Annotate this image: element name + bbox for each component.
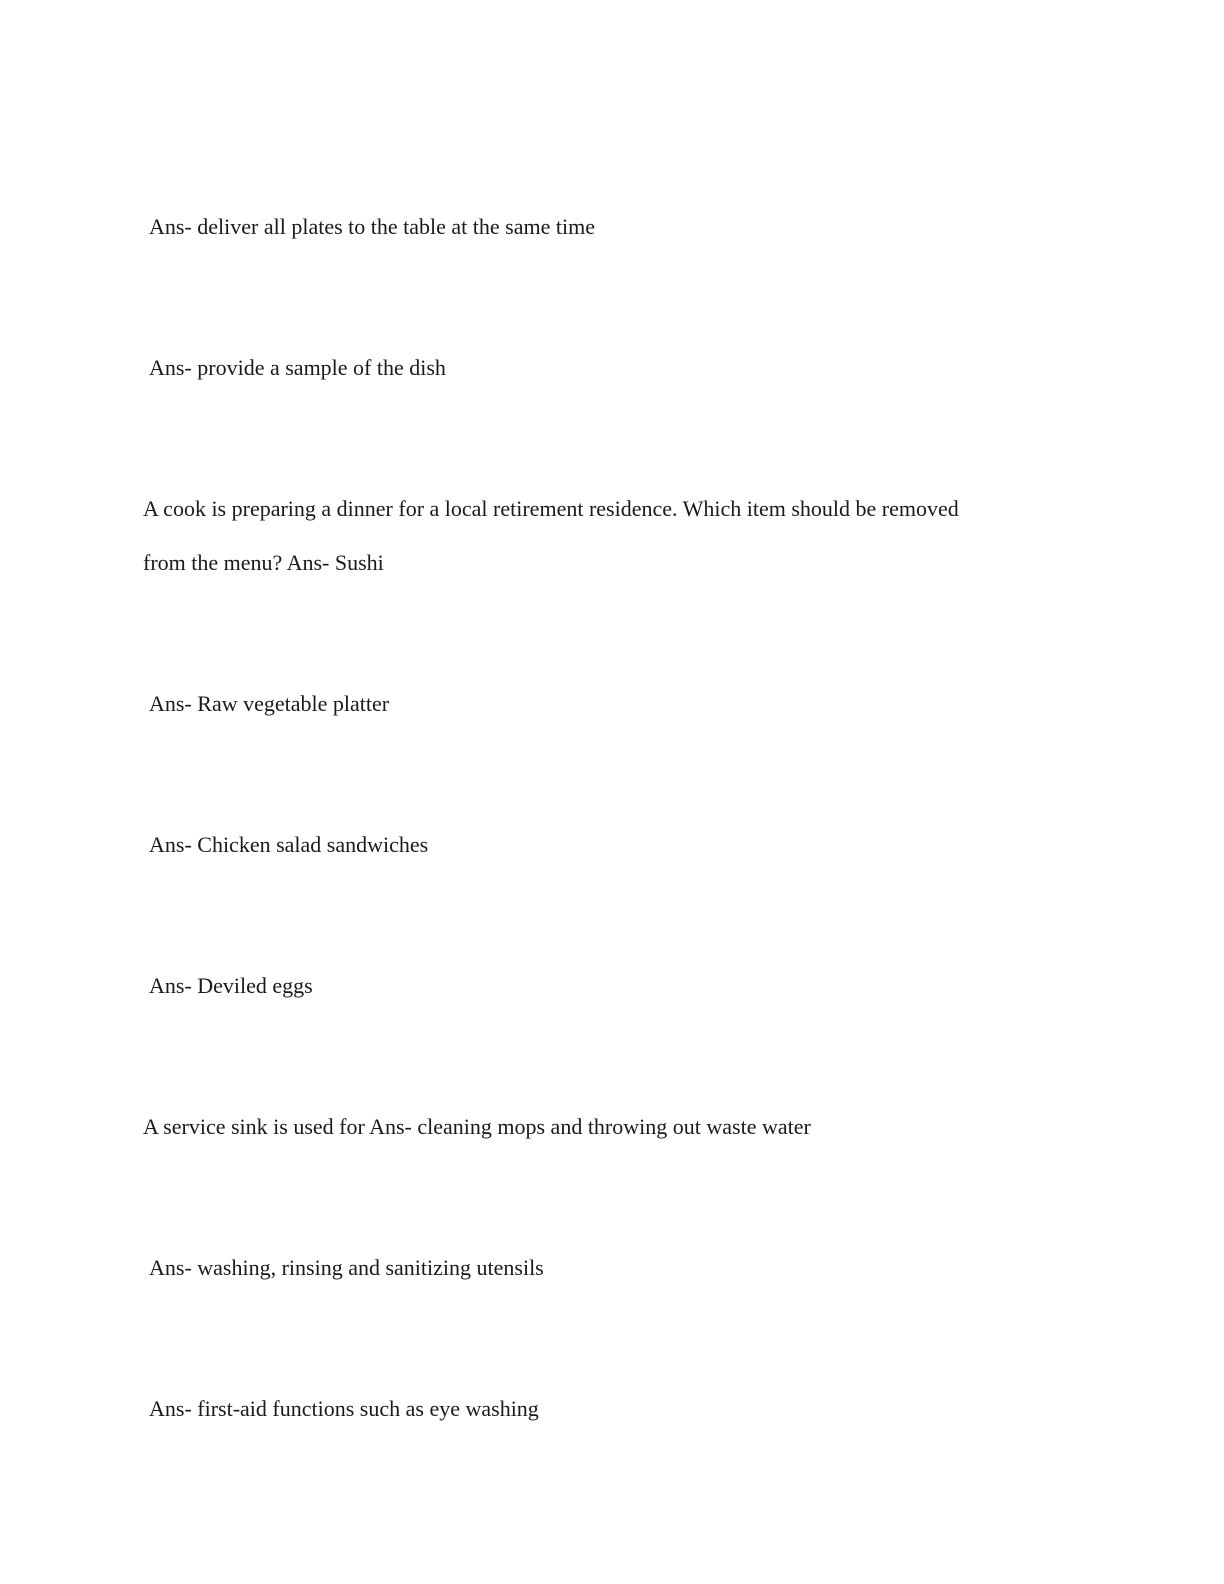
answer-line: Ans- Deviled eggs: [149, 973, 313, 998]
answer-line: Ans- deliver all plates to the table at the same time: [149, 214, 595, 239]
question-line: from the menu? Ans- Sushi: [143, 550, 384, 575]
answer-line: Ans- first-aid functions such as eye washing: [149, 1396, 539, 1421]
question-line: A cook is preparing a dinner for a local retirement residence. Which item should be removed: [143, 496, 959, 521]
answer-line: Ans- provide a sample of the dish: [149, 355, 446, 380]
answer-line: Ans- washing, rinsing and sanitizing utensils: [149, 1255, 544, 1280]
answer-line: Ans- Chicken salad sandwiches: [149, 832, 429, 857]
answer-line: Ans- Raw vegetable platter: [149, 691, 390, 716]
question-line: A service sink is used for Ans- cleaning mops and throwing out waste water: [143, 1114, 811, 1139]
